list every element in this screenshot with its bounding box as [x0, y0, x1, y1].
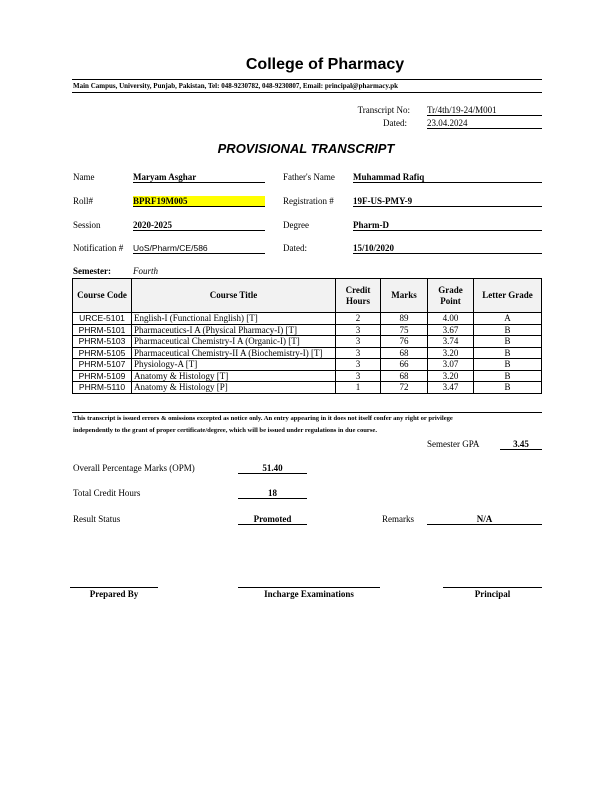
college-title: College of Pharmacy [245, 56, 405, 73]
remarks-value: N/A [427, 514, 542, 525]
registration-label: Registration # [283, 196, 334, 206]
name-value: Maryam Asghar [133, 172, 265, 183]
disclaimer-line-1: This transcript is issued errors & omissions excepted as notice only. An entry appearing in it does not itself confer any right or privilege [73, 415, 453, 422]
session-label: Session [73, 220, 101, 230]
credit-hours: 3 [336, 336, 381, 348]
credit-hours: 2 [336, 313, 381, 325]
table-row [73, 382, 542, 394]
course-title: Anatomy & Histology [T] [132, 370, 336, 382]
grade-point: 3.67 [428, 324, 474, 336]
marks: 89 [381, 313, 428, 325]
notification-dated-value: 15/10/2020 [353, 243, 542, 254]
disclaimer-line-2: independently to the grant of proper certificate/degree, which will be issued under regulations in due course. [73, 427, 377, 434]
semester-label: Semester: [73, 266, 111, 276]
course-title: Pharmaceutical Chemistry-II A (Biochemistry-I) [T] [132, 347, 336, 359]
course-code: PHRM-5103 [73, 336, 132, 348]
credit-hours-value: 18 [238, 488, 307, 499]
principal-label: Principal [474, 589, 511, 599]
roll-label: Roll# [73, 196, 94, 206]
marks: 76 [381, 336, 428, 348]
degree-value: Pharm-D [353, 220, 542, 231]
semester-value: Fourth [133, 266, 159, 276]
course-title: Physiology-A [T] [132, 359, 336, 371]
letter-grade: B [474, 359, 542, 371]
result-label: Result Status [73, 514, 121, 524]
course-title: English-I (Functional English) [T] [132, 313, 336, 325]
session-value: 2020-2025 [133, 220, 265, 231]
address: Main Campus, University, Punjab, Pakistan, Tel: 048-9230782, 048-9230807, Email: principal@pharmacy.pk [73, 82, 399, 90]
roll-value: BPRF19M005 [133, 196, 265, 207]
doc-title: PROVISIONAL TRANSCRIPT [217, 141, 395, 156]
father-value: Muhammad Rafiq [353, 172, 542, 183]
letter-grade: B [474, 336, 542, 348]
letter-grade: B [474, 382, 542, 394]
result-value: Promoted [238, 514, 307, 525]
col-course-code: Course Code [73, 279, 132, 313]
grade-point: 3.47 [428, 382, 474, 394]
table-row [73, 313, 542, 325]
marks: 72 [381, 382, 428, 394]
course-code: PHRM-5101 [73, 324, 132, 336]
marks: 75 [381, 324, 428, 336]
incharge-examinations-label: Incharge Examinations [264, 589, 354, 599]
col-grade-point: Grade Point [428, 279, 474, 313]
table-row [73, 324, 542, 336]
remarks-label: Remarks [382, 514, 414, 524]
table-row [73, 336, 542, 348]
credit-hours: 3 [336, 324, 381, 336]
table-row [73, 347, 542, 359]
dated-value: 23.04.2024 [427, 118, 542, 129]
course-code: PHRM-5110 [73, 382, 132, 394]
col-letter-grade: Letter Grade [474, 279, 542, 313]
gpa-label: Semester GPA [427, 439, 480, 449]
credit-hours-label: Total Credit Hours [73, 488, 141, 498]
notification-value: UoS/Pharm/CE/586 [133, 243, 265, 254]
course-title: Pharmaceutical Chemistry-I A (Organic-I) [T] [132, 336, 336, 348]
course-title: Anatomy & Histology [P] [132, 382, 336, 394]
opm-value: 51.40 [238, 463, 307, 474]
credit-hours: 3 [336, 370, 381, 382]
transcript-no: Tr/4th/19-24/M001 [427, 105, 542, 116]
grade-point: 4.00 [428, 313, 474, 325]
grade-point: 3.07 [428, 359, 474, 371]
father-label: Father's Name [283, 172, 335, 182]
marks: 66 [381, 359, 428, 371]
degree-label: Degree [283, 220, 309, 230]
table-row [73, 359, 542, 371]
notification-dated-label: Dated: [283, 243, 307, 253]
course-code: PHRM-5107 [73, 359, 132, 371]
grade-point: 3.74 [428, 336, 474, 348]
letter-grade: A [474, 313, 542, 325]
notification-label: Notification # [73, 243, 124, 253]
name-label: Name [73, 172, 95, 182]
marks: 68 [381, 370, 428, 382]
transcript-no-label: Transcript No: [357, 105, 410, 115]
courses-table [72, 278, 542, 394]
credit-hours: 1 [336, 382, 381, 394]
letter-grade: B [474, 370, 542, 382]
course-title: Pharmaceutics-I A (Physical Pharmacy-I) [T] [132, 324, 336, 336]
course-code: PHRM-5105 [73, 347, 132, 359]
credit-hours: 3 [336, 347, 381, 359]
grade-point: 3.20 [428, 347, 474, 359]
letter-grade: B [474, 324, 542, 336]
marks: 68 [381, 347, 428, 359]
table-row [73, 370, 542, 382]
col-course-title: Course Title [132, 279, 336, 313]
col-marks: Marks [381, 279, 428, 313]
dated-label: Dated: [383, 118, 407, 128]
opm-label: Overall Percentage Marks (OPM) [73, 463, 195, 473]
credit-hours: 3 [336, 359, 381, 371]
registration-value: 19F-US-PMY-9 [353, 196, 542, 207]
course-code: PHRM-5109 [73, 370, 132, 382]
gpa-value: 3.45 [500, 439, 542, 450]
letter-grade: B [474, 347, 542, 359]
course-code: URCE-5101 [73, 313, 132, 325]
col-credit-hours: Credit Hours [336, 279, 381, 313]
prepared-by-label: Prepared By [89, 589, 139, 599]
grade-point: 3.20 [428, 370, 474, 382]
